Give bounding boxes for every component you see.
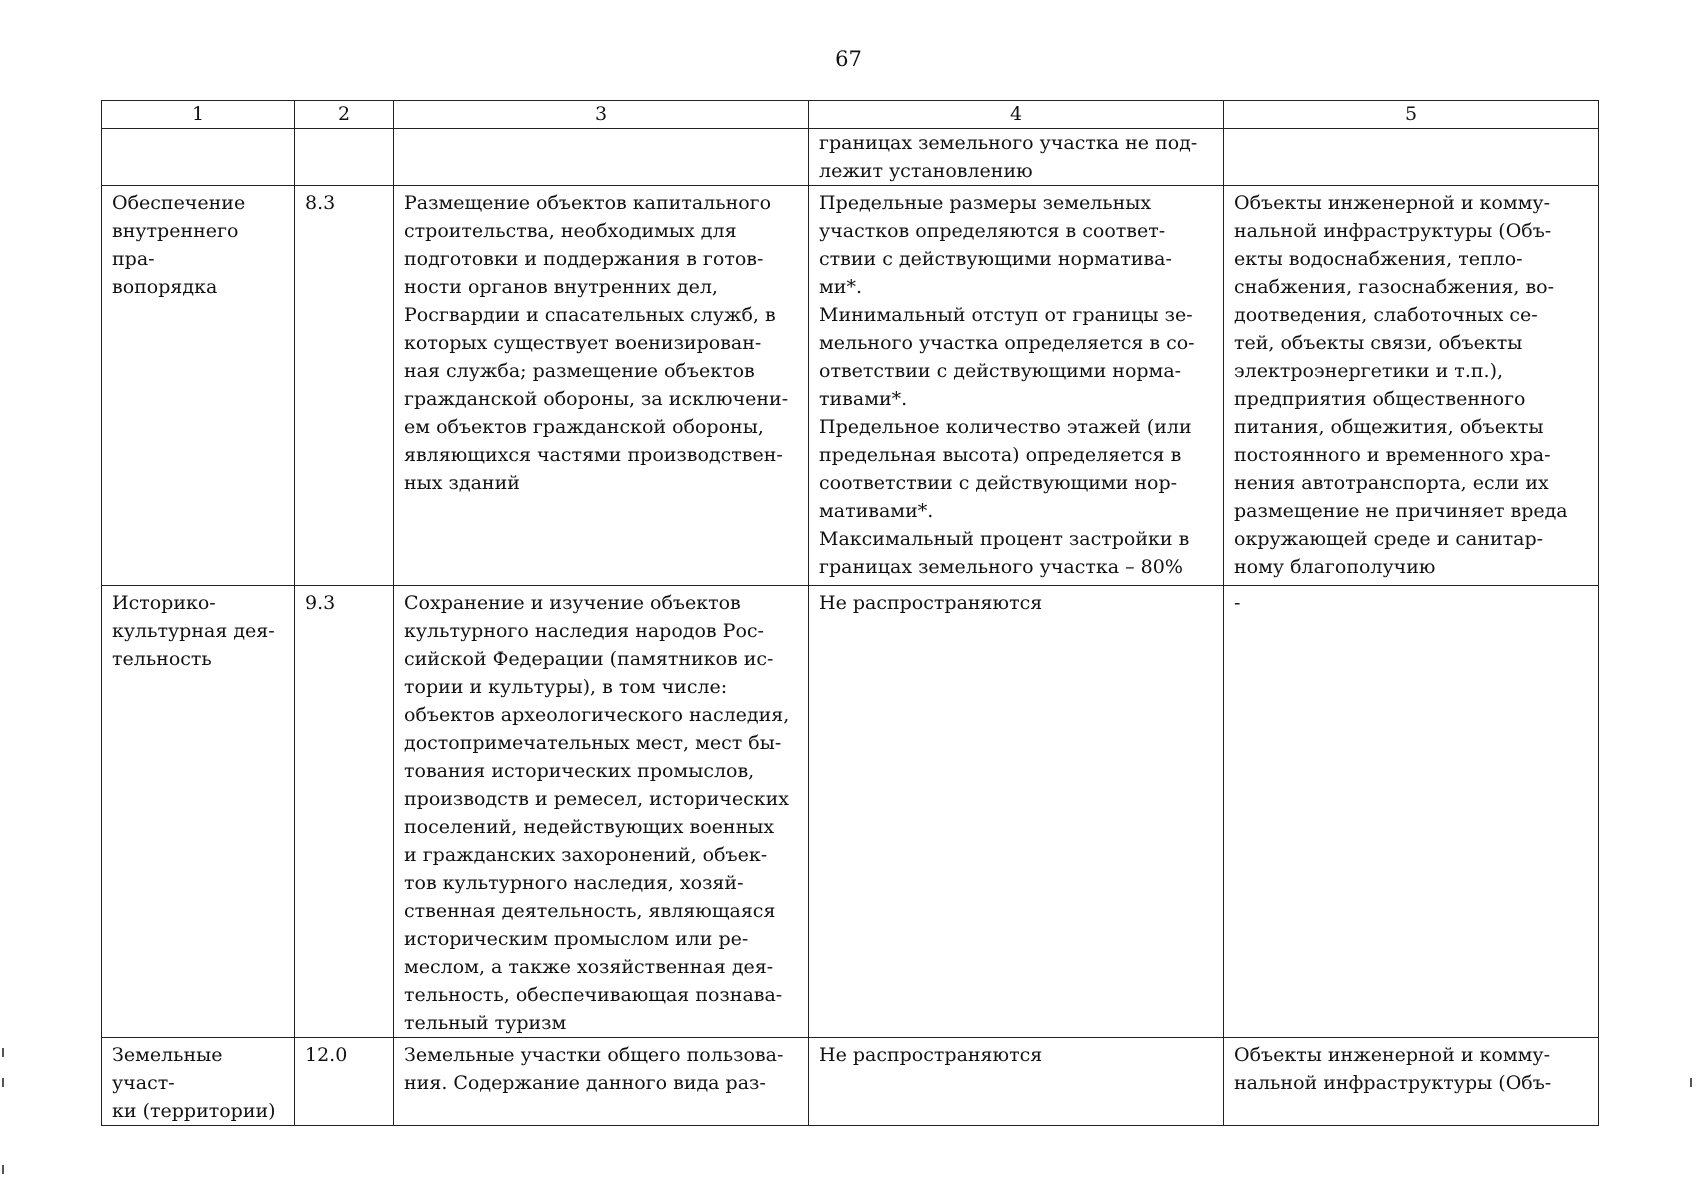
use-code-cell [295, 129, 394, 186]
parameters-cell: Предельные размеры земельных участков определяются в соответ- ствии с действующими норматива- ми*. Минимальный отступ от границы зе- мельного участка определяется в со- ответствии с действующими норма- тивами*. Предельное количество этажей (или предельная высота) определяется в соответствии с действующими нор- мативами*. Максимальный процент застройки в границах земельного участка – 80% [809, 186, 1224, 586]
use-code-cell: 8.3 [295, 186, 394, 586]
table-row [102, 186, 1599, 586]
table-row [102, 586, 1599, 1038]
use-description-cell: Земельные участки общего пользова- ния. Содержание данного вида раз- [394, 1038, 809, 1126]
use-name-cell [102, 129, 295, 186]
use-name-cell: Обеспечение внутреннего пра- вопорядка [102, 186, 295, 586]
table-row [102, 129, 1599, 186]
page-number: 67 [835, 47, 862, 71]
auxiliary-uses-cell [1224, 129, 1599, 186]
auxiliary-uses-cell: Объекты инженерной и комму- нальной инфраструктуры (Объ- екты водоснабжения, тепло- снабжения, газоснабжения, во- доотведения, слаботочных се- тей, объекты связи, объекты электроэнергетики и т.п.), предприятия общественного питания, общежития, объекты постоянного и временного хра- нения автотранспорта, если их размещение не причиняет вреда окружающей среде и санитар- ному благополучию [1224, 186, 1599, 586]
use-name-cell: Земельные участ- ки (территории) [102, 1038, 295, 1126]
column-header-2: 2 [295, 101, 394, 129]
use-description-cell: Размещение объектов капитального строительства, необходимых для подготовки и поддержания в готов- ности органов внутренних дел, Росгвардии и спасательных служб, в которых существует военизирован- ная служба; размещение объектов гражданской обороны, за исключени- ем объектов гражданской обороны, являющихся частями производствен- ных зданий [394, 186, 809, 586]
parameters-cell: границах земельного участка не под- лежит установлению [809, 129, 1224, 186]
use-description-cell: Сохранение и изучение объектов культурного наследия народов Рос- сийской Федерации (памятников ис- тории и культуры), в том числе: объектов археологического наследия, достопримечательных мест, мест бы- тования исторических промыслов, производств и ремесел, исторических поселений, недействующих военных и гражданских захоронений, объек- тов культурного наследия, хозяй- ственная деятельность, являющаяся историческим промыслом или ре- меслом, а также хозяйственная дея- тельность, обеспечивающая познава- тельный туризм [394, 586, 809, 1038]
land-use-table [101, 100, 1599, 1126]
scan-edge-mark [2, 1048, 4, 1057]
auxiliary-uses-cell: - [1224, 586, 1599, 1038]
column-header-5: 5 [1224, 101, 1599, 129]
table-row [102, 1038, 1599, 1126]
scan-edge-mark [2, 1078, 4, 1087]
parameters-cell: Не распространяются [809, 586, 1224, 1038]
scan-edge-mark [1690, 1078, 1692, 1087]
scan-edge-mark [2, 1165, 4, 1174]
column-header-1: 1 [102, 101, 295, 129]
use-code-cell: 9.3 [295, 586, 394, 1038]
column-header-3: 3 [394, 101, 809, 129]
column-header-4: 4 [809, 101, 1224, 129]
auxiliary-uses-cell: Объекты инженерной и комму- нальной инфраструктуры (Объ- [1224, 1038, 1599, 1126]
use-name-cell: Историко- культурная дея- тельность [102, 586, 295, 1038]
parameters-cell: Не распространяются [809, 1038, 1224, 1126]
table-header-row [102, 101, 1599, 129]
use-code-cell: 12.0 [295, 1038, 394, 1126]
use-description-cell [394, 129, 809, 186]
